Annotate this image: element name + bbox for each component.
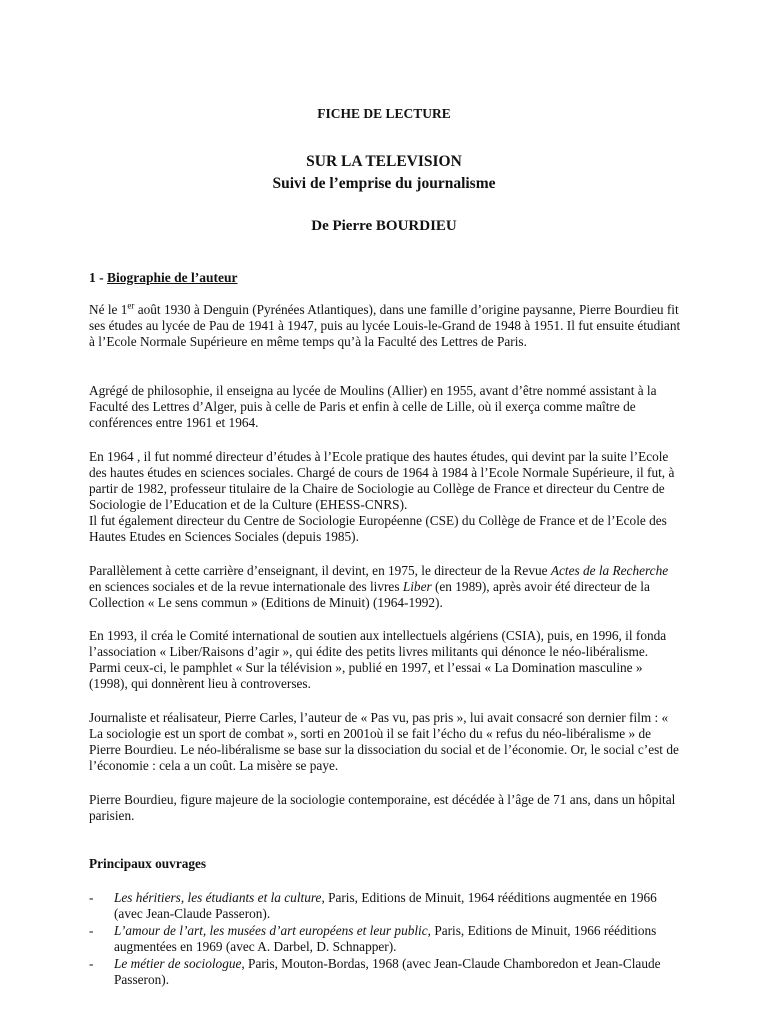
paragraph-publishing [89,563,683,611]
paragraph-career-start: Agrégé de philosophie, il enseigna au lycée de Moulins (Allier) en 1955, avant d’être nommé assistant à la Faculté des Lettres d’Alger, puis à celle de Paris et enfin à celle de Lille, où il exerça comme maître de conférences entre 1961 et 1964. [89,383,657,430]
paragraph-text: Né le 1 [89,302,128,317]
work-details: , Paris, Mouton-Bordas, 1968 (avec Jean-Claude Chamboredon et Jean-Claude Passeron). [114,956,661,987]
paragraph-death: Pierre Bourdieu, figure majeure de la sociologie contemporaine, est décédée à l’âge de 71 ans, dans un hôpital parisien. [89,792,676,823]
journal-title: Liber [402,579,432,594]
works-heading: Principaux ouvrages [89,856,207,871]
list-dash: - [89,956,94,971]
work-details: , Paris, Editions de Minuit, 1964 rééditions augmentée en 1966 (avec Jean-Claude Passeron). [114,890,657,921]
paragraph-text: août 1930 à Denguin (Pyrénées Atlantiques), dans une famille d’origine paysanne, Pierre Bourdieu fit ses études au lycée de Pau de 1941 à 1947, puis au lycée Louis-le-Grand de 1948 à 1951. Il fut ensuite étudiant à l’Ecole Normale Supérieure en même temps qu’à la Faculté des Lettres de Paris. [89,302,681,349]
paragraph-positions [89,449,683,545]
list-item [89,923,683,955]
work-title: L’amour de l’art, les musées d’art européens et leur public [114,923,428,938]
paragraph-text: (en 1989), après avoir été directeur de la Collection « Le sens commun » (Editions de Minuit) (1964-1992). [89,579,650,610]
paragraph-text: Parallèlement à cette carrière d’enseignant, il devint, en 1975, le directeur de la Revue [89,563,551,578]
list-dash: - [89,890,94,905]
work-details: , Paris, Editions de Minuit, 1966 rééditions augmentées en 1969 (avec A. Darbel, D. Schnapper). [114,923,657,954]
document-label: FICHE DE LECTURE [317,106,451,121]
superscript: er [127,300,135,311]
paragraph-activism: En 1993, il créa le Comité international de soutien aux intellectuels algériens (CSIA), puis, en 1996, il fonda l’association « Liber/Raisons d’agir », qui édite des petits livres militants qui dénonce le néo-libéralisme. Parmi ceux-ci, le pamphlet « Sur la télévision », publié en 1997, et l’essai « La Domination masculine » (1998), qui donnèrent lieu à controverses. [89,628,667,691]
paragraph-film: Journaliste et réalisateur, Pierre Carles, l’auteur de « Pas vu, pas pris », lui avait consacré son dernier film : « La sociologie est un sport de combat », sorti en 2001où il se fait l’écho du « refus du néo-libéralisme » de Pierre Bourdieu. Le néo-libéralisme se base sur la dissociation du social et de l’économie. Or, le social c’est de l’économie : cela a un coût. La misère se paye. [89,710,679,773]
work-title: Le métier de sociologue [114,956,242,971]
book-title: SUR LA TELEVISION [306,153,462,170]
paragraph-text: En 1964 , il fut nommé directeur d’études à l’Ecole pratique des hautes études, qui devint par la suite l’Ecole des hautes études en sciences sociales. Chargé de cours de 1964 à 1984 à l’Ecole Normale Supérieure, il fut, à partir de 1982, professeur titulaire de la Chaire de Sociologie au Collège de France et directeur du Centre de Sociologie de l’Education et de la Culture (EHESS-CNRS). [89,449,675,512]
section-title: Biographie de l’auteur [107,270,238,285]
paragraph-text: Il fut également directeur du Centre de Sociologie Européenne (CSE) du Collège de France et de l’Ecole des Hautes Etudes en Sciences Sociales (depuis 1985). [89,513,667,544]
works-list [89,890,683,989]
book-subtitle: Suivi de l’emprise du journalisme [272,175,496,192]
paragraph-birth [89,302,683,350]
section-number: 1 - [89,270,107,285]
list-item [89,956,683,988]
journal-title: Actes de la Recherche [550,563,669,578]
list-dash: - [89,923,94,938]
section-heading [89,270,683,286]
list-item [89,890,683,922]
book-author: De Pierre BOURDIEU [311,218,457,234]
work-title: Les héritiers, les étudiants et la culture [114,890,322,905]
paragraph-text: en sciences sociales et de la revue internationale des livres [89,579,403,594]
